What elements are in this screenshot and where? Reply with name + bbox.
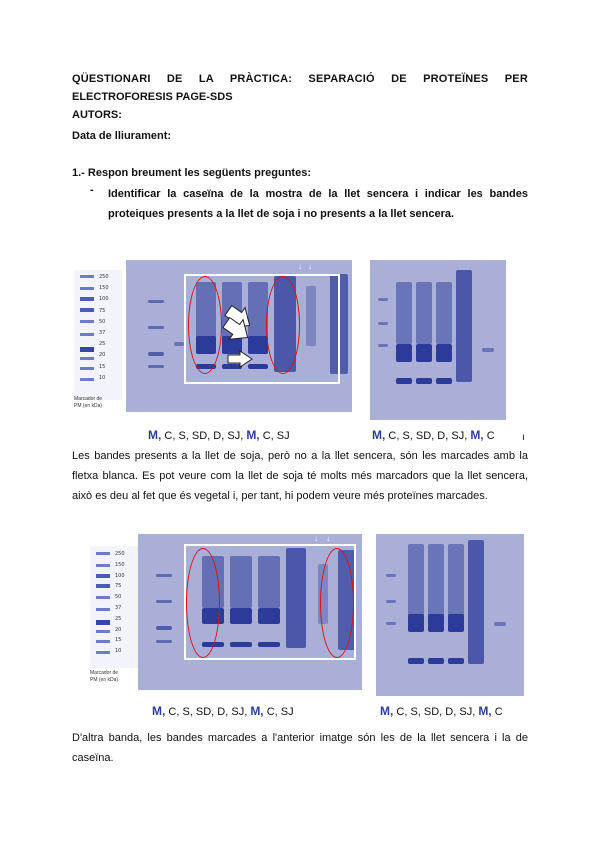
figure-1-caption-left: M, C, S, SD, D, SJ, M, C, SJ	[148, 428, 290, 442]
document-title-line1: QÜESTIONARI DE LA PRÀCTICA: SEPARACIÓ DE PROTEÏNES PER	[72, 73, 528, 85]
authors-label: AUTORS:	[72, 109, 122, 121]
marker-label: 10	[99, 374, 106, 381]
marker-label: 37	[99, 330, 106, 337]
document-title-line2: ELECTROFORESIS PAGE-SDS	[72, 91, 233, 103]
figure-2-caption-left: M, C, S, SD, D, SJ, M, C, SJ	[152, 704, 294, 718]
marker-caption: PM (en kDa)	[90, 677, 119, 683]
figure-1-caption-right: M, C, S, SD, D, SJ, M, C	[372, 428, 495, 442]
figure-2	[88, 534, 528, 704]
red-oval	[188, 276, 222, 374]
marker-label: 20	[115, 626, 122, 633]
marker-label: 37	[115, 604, 122, 611]
gel-image-left-1	[126, 260, 352, 412]
white-arrow-icon	[222, 316, 252, 344]
small-arrow-icon: ↓	[326, 534, 330, 543]
bullet-dash: -	[90, 184, 94, 196]
question-title: 1.- Respon breument les següents preguntes:	[72, 167, 311, 179]
paragraph-2: D'altra banda, les bandes marcades a l'anterior imatge són les de la llet sencera i la de caseïna.	[72, 732, 528, 764]
figure-2-caption-right: M, C, S, SD, D, SJ, M, C	[380, 704, 503, 718]
red-oval	[186, 548, 220, 658]
marker-label: 250	[99, 274, 109, 280]
marker-label: 50	[99, 318, 106, 325]
small-arrow-icon: ↓	[314, 534, 318, 543]
marker-label: 25	[99, 341, 106, 348]
marker-label: 150	[99, 285, 109, 292]
marker-label: 150	[115, 561, 125, 568]
marker-label: 25	[115, 615, 122, 622]
marker-caption: Marcador de	[74, 396, 103, 402]
marker-label: 100	[99, 296, 109, 303]
question-text: Identificar la caseïna de la mostra de la llet sencera i indicar les bandes proteiques presents a la llet de soja i no presents a la llet sencera.	[108, 188, 528, 220]
red-oval	[266, 276, 300, 374]
stray-mark: ı	[522, 432, 525, 443]
marker-ladder-1	[74, 270, 122, 400]
marker-label: 20	[99, 352, 106, 359]
marker-label: 50	[115, 594, 122, 601]
gel-image-left-2	[138, 534, 362, 690]
marker-label: 15	[115, 637, 122, 644]
marker-label: 75	[99, 307, 106, 314]
marker-label: 100	[115, 572, 125, 579]
marker-caption: Marcador de	[90, 670, 119, 676]
marker-ladder-2	[90, 546, 138, 668]
small-arrow-icon: ↓	[308, 262, 312, 271]
gel-image-right-1	[370, 260, 506, 420]
delivery-date-label: Data de lliurament:	[72, 130, 172, 142]
marker-label: 15	[99, 363, 106, 370]
figure-1	[72, 256, 532, 426]
marker-label: 10	[115, 648, 122, 655]
white-arrow-icon	[226, 350, 254, 368]
marker-caption: PM (en kDa)	[74, 403, 103, 409]
marker-label: 250	[115, 551, 125, 557]
gel-image-right-2	[376, 534, 524, 696]
marker-label: 75	[115, 583, 122, 590]
small-arrow-icon: ↓	[298, 262, 302, 271]
red-oval	[320, 548, 354, 658]
paragraph-1: Les bandes presents a la llet de soja, però no a la llet sencera, són les marcades amb la fletxa blanca. Es pot veure com la llet de soja té molts més marcadors que la llet sencera, això es deu al fet que és vegetal i, per tant, hi podem veure més proteïnes marcades.	[72, 450, 528, 502]
